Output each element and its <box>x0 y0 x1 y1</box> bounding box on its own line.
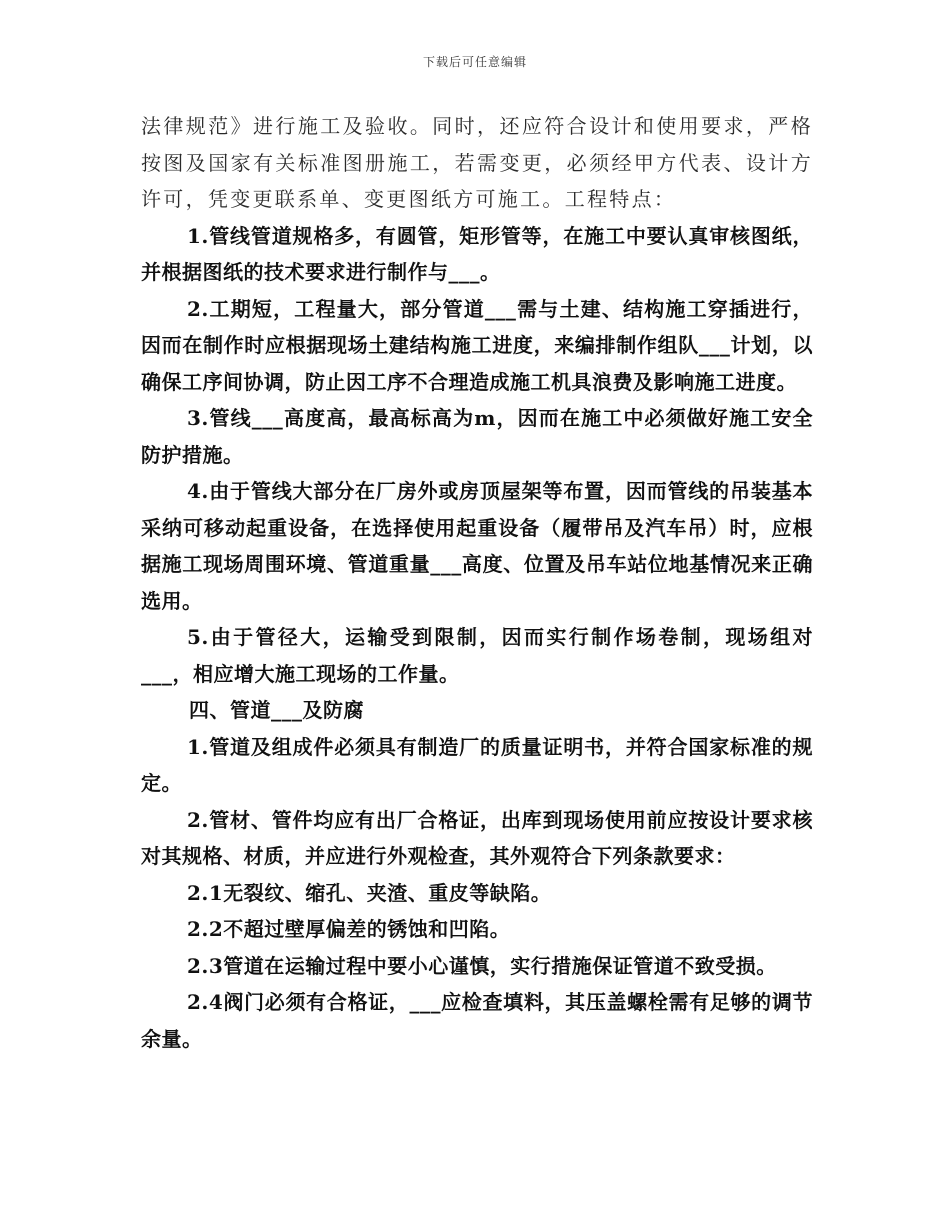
paragraph-feature-1: 1.管线管道规格多，有圆管，矩形管等，在施工中要认真审核图纸，并根据图纸的技术要求进行制作与___。 <box>141 223 813 284</box>
section-heading: 四、管道___及防腐 <box>189 698 364 722</box>
paragraph-feature-4: 4.由于管线大部分在厂房外或房顶屋架等布置，因而管线的吊装基本采纳可移动起重设备，在选择使用起重设备（履带吊及汽车吊）时，应根据施工现场周围环境、管道重量___高度、位置及吊车站位地基情况来正确选用。 <box>141 479 813 613</box>
paragraph-item-1: 1.管道及组成件必须具有制造厂的质量证明书，并符合国家标准的规定。 <box>141 734 813 795</box>
paragraph-feature-5: 5.由于管径大，运输受到限制，因而实行制作场卷制，现场组对___，相应增大施工现场的工作量。 <box>141 625 813 686</box>
document-body <box>141 108 813 1057</box>
paragraph-feature-3: 3.管线___高度高，最高标高为m，因而在施工中必须做好施工安全防护措施。 <box>141 406 813 467</box>
paragraph-item-2-4: 2.4阀门必须有合格证，___应检查填料，其压盖螺栓需有足够的调节余量。 <box>141 990 813 1051</box>
paragraph-continuation: 法律规范》进行施工及验收。同时，还应符合设计和使用要求，严格按图及国家有关标准图册施工，若需变更，必须经甲方代表、设计方许可，凭变更联系单、变更图纸方可施工。工程特点： <box>141 114 813 211</box>
paragraph-item-2-3: 2.3管道在运输过程中要小心谨慎，实行措施保证管道不致受损。 <box>187 953 777 978</box>
paragraph-item-2-1: 2.1无裂纹、缩孔、夹渣、重皮等缺陷。 <box>187 880 552 905</box>
page-header: 下载后可任意编辑 <box>422 55 527 69</box>
paragraph-item-2: 2.管材、管件均应有出厂合格证，出库到现场使用前应按设计要求核对其规格、材质，并应进行外观检查，其外观符合下列条款要求： <box>141 807 813 868</box>
paragraph-feature-2: 2.工期短，工程量大，部分管道___需与土建、结构施工穿插进行，因而在制作时应根据现场土建结构施工进度，来编排制作组队___计划，以确保工序间协调，防止因工序不合理造成施工机具浪费及影响施工进度。 <box>141 296 813 394</box>
paragraph-item-2-2: 2.2不超过壁厚偏差的锈蚀和凹陷。 <box>187 917 511 941</box>
